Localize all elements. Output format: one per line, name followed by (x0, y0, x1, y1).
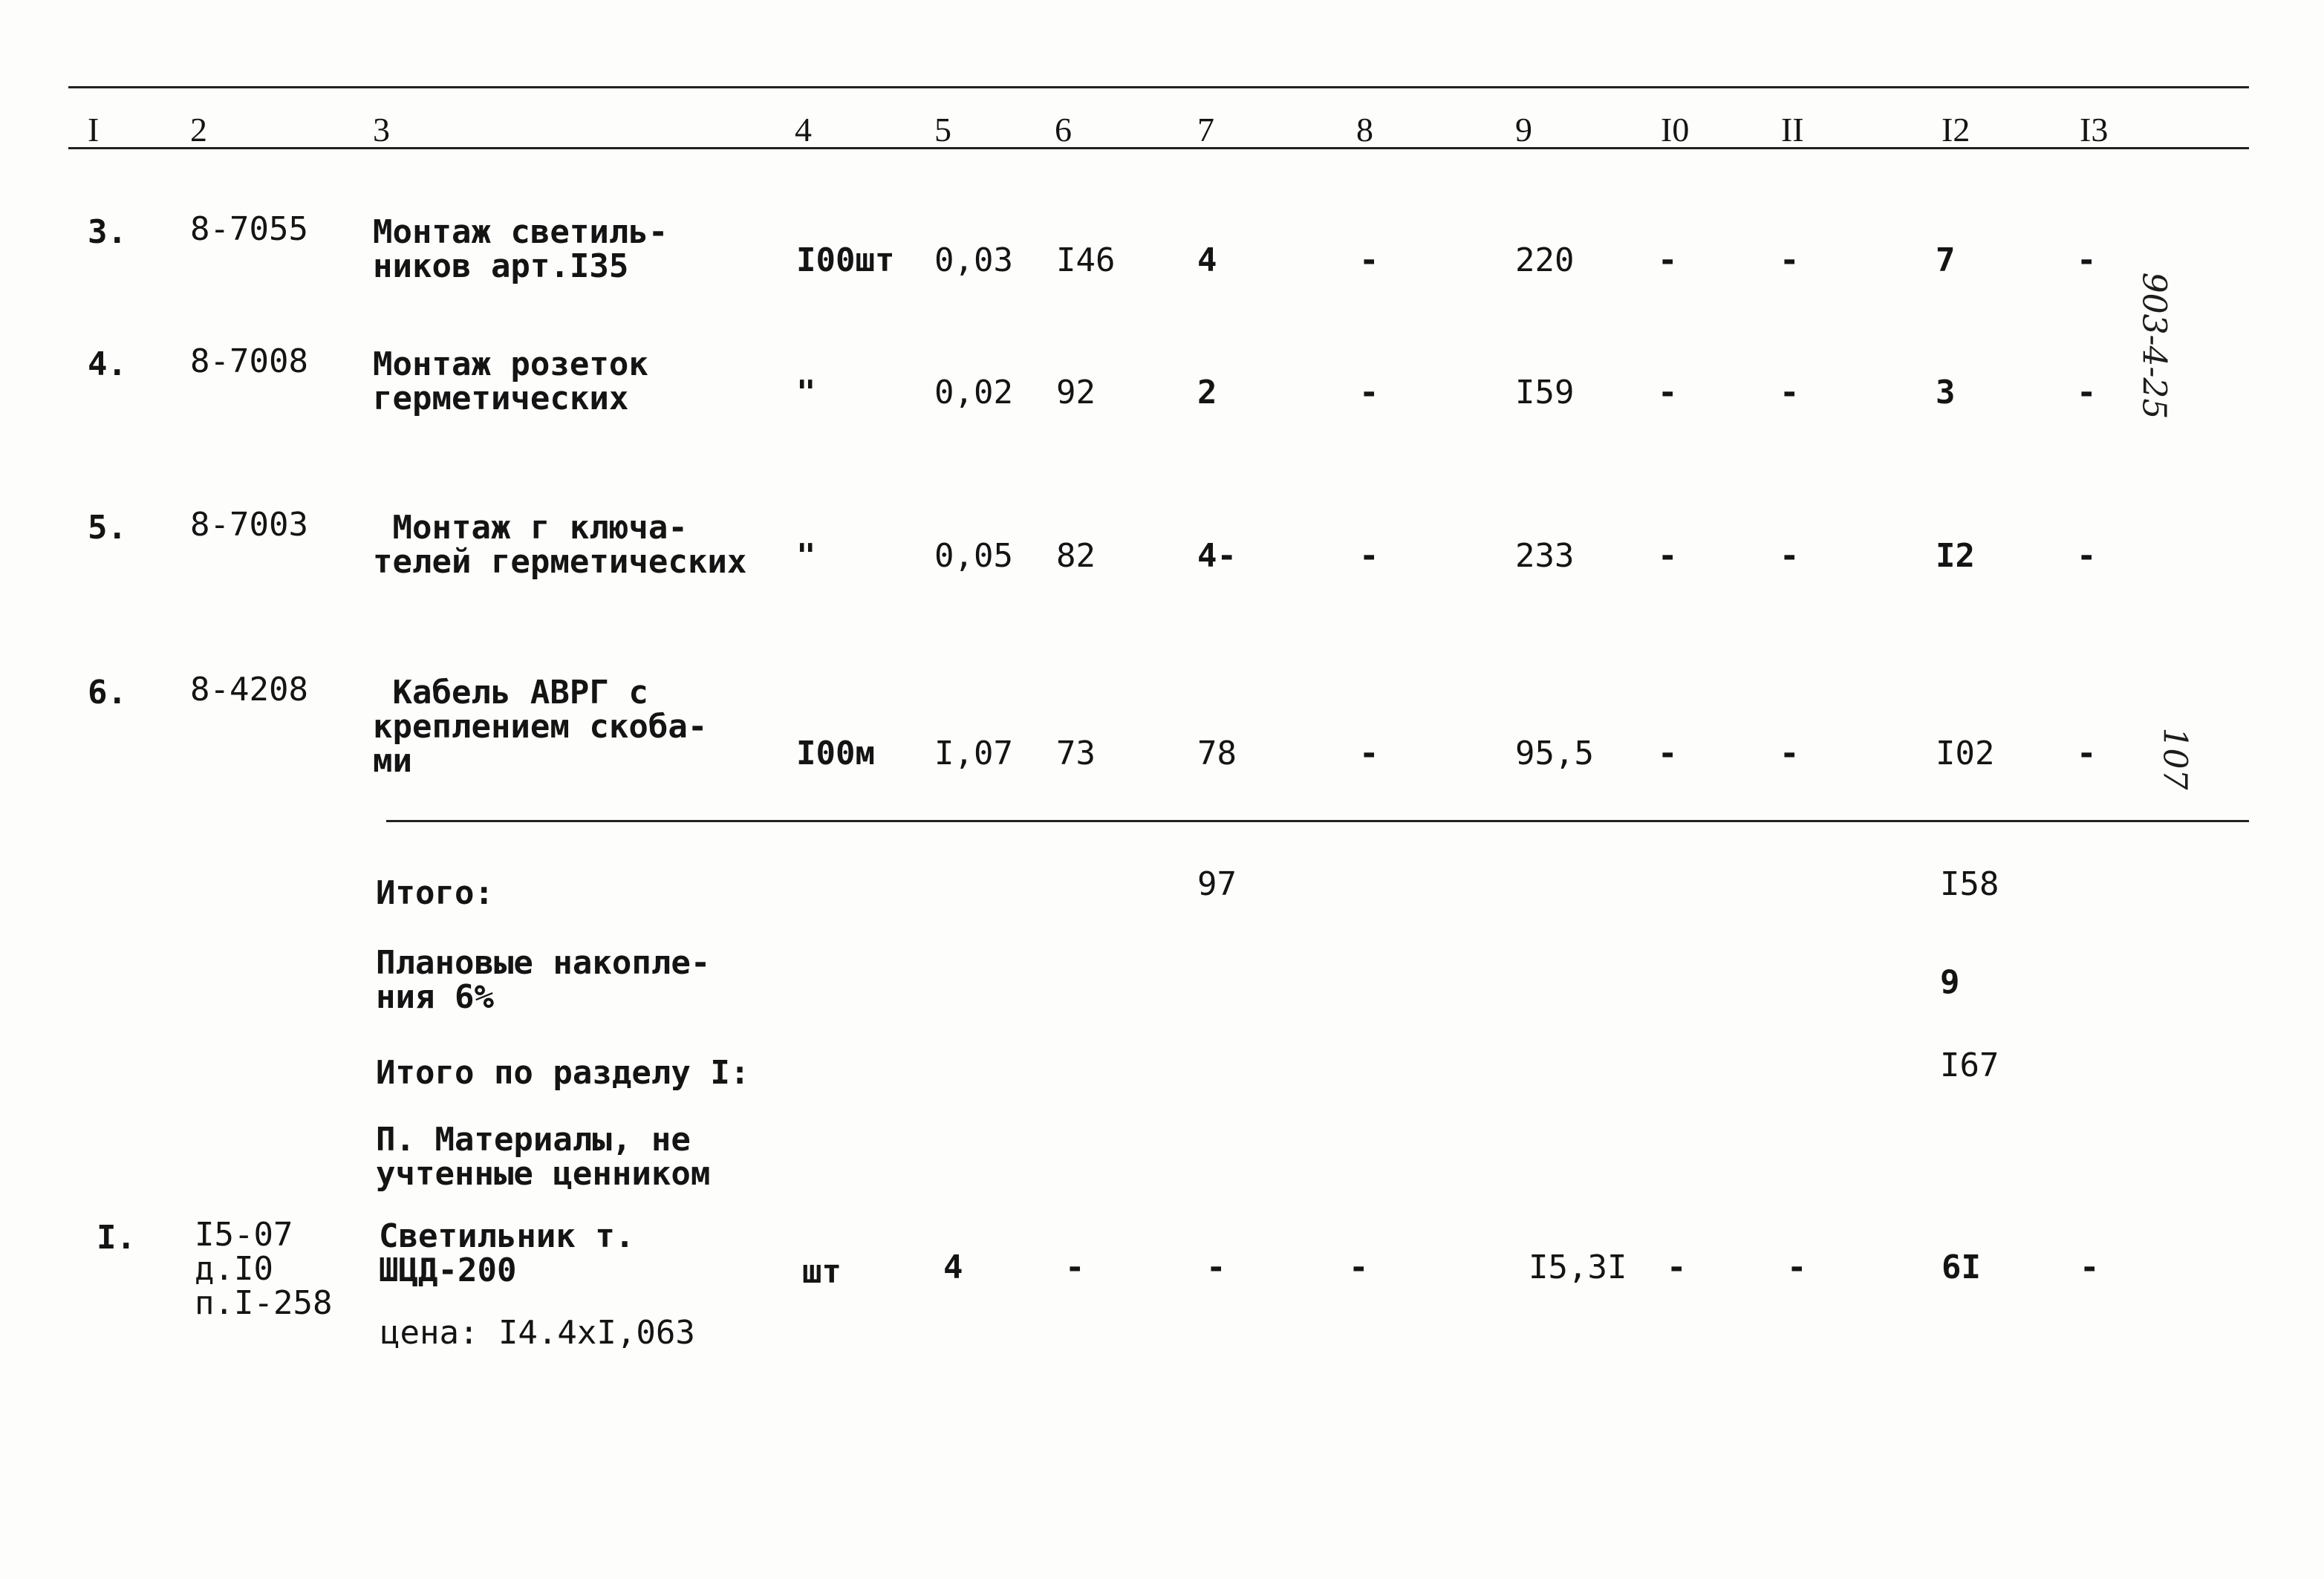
row-c8: - (1359, 537, 1379, 575)
row-qty: 0,05 (934, 537, 1013, 575)
row-code: 8-7003 (190, 506, 308, 544)
row-number: 5. (88, 509, 127, 547)
row-c12: 7 (1936, 241, 1956, 279)
row-c13: - (2080, 1248, 2100, 1286)
row-c7: 4 (1197, 241, 1217, 279)
row-unit: " (796, 537, 816, 575)
row-c12: I02 (1936, 735, 1995, 772)
row-c6: I46 (1056, 241, 1116, 279)
total-rule (386, 820, 2249, 822)
row-c8: - (1349, 1248, 1369, 1286)
row-c6: - (1065, 1248, 1085, 1286)
row-c11: - (1780, 374, 1800, 411)
row-c7: - (1206, 1248, 1226, 1286)
column-header: 3 (373, 111, 390, 149)
column-header: I (88, 111, 100, 149)
row-c8: - (1359, 374, 1379, 411)
row-name: Светильник т. ШЦД-200 (379, 1217, 635, 1290)
row-c8: - (1359, 735, 1379, 772)
row-qty: 0,02 (934, 374, 1013, 411)
row-code: 8-4208 (190, 671, 308, 709)
row-unit: " (796, 374, 816, 411)
handwritten-margin-code: 903-4-25 (2135, 272, 2173, 420)
section-total-label: Итого по разделу I: (376, 1054, 750, 1092)
row-number: 6. (88, 674, 127, 712)
row-c13: - (2077, 537, 2097, 575)
column-header: 6 (1055, 111, 1072, 149)
row-number: 4. (88, 345, 127, 383)
materials-heading: П. Материалы, не учтенные ценником (376, 1121, 711, 1194)
column-header: 2 (190, 111, 207, 149)
row-c11: - (1780, 735, 1800, 772)
row-c7: 2 (1197, 374, 1217, 411)
section-total-c12: I67 (1940, 1046, 1999, 1084)
row-c9: 233 (1515, 537, 1575, 575)
column-header: 9 (1515, 111, 1532, 149)
column-header: II (1781, 111, 1804, 149)
row-c6: 92 (1056, 374, 1096, 411)
column-header: 8 (1356, 111, 1373, 149)
row-unit: шт (802, 1253, 842, 1291)
row-qty: 0,03 (934, 241, 1013, 279)
column-header: 7 (1197, 111, 1214, 149)
plan-label: Плановые накопле- ния 6% (376, 944, 711, 1017)
handwritten-page-number: 107 (2155, 727, 2194, 790)
header-rule (68, 147, 2249, 149)
row-name: Монтаж г ключа- телей герметических (373, 509, 747, 582)
row-code: 8-7055 (190, 210, 308, 248)
row-c10: - (1658, 241, 1678, 279)
row-qty: I,07 (934, 735, 1013, 772)
itogo-c12: I58 (1940, 865, 1999, 903)
column-header: I0 (1661, 111, 1690, 149)
row-c9: I5,3I (1529, 1248, 1627, 1286)
row-c6: 82 (1056, 537, 1096, 575)
row-code: I5-07 д.I0 п.I-258 (195, 1216, 333, 1323)
row-c12: 6I (1941, 1248, 1981, 1286)
row-unit: I00шт (796, 241, 895, 279)
column-header: 4 (795, 111, 812, 149)
top-rule (68, 86, 2249, 88)
row-c13: - (2077, 374, 2097, 411)
row-c10: - (1667, 1248, 1687, 1286)
row-c12: I2 (1936, 537, 1975, 575)
column-header: I2 (1941, 111, 1970, 149)
column-header: 5 (934, 111, 951, 149)
row-c11: - (1780, 241, 1800, 279)
row-c10: - (1658, 374, 1678, 411)
row-c12: 3 (1936, 374, 1956, 411)
row-unit: I00м (796, 735, 875, 772)
row-name: Кабель АВРГ с креплением скоба- ми (373, 674, 708, 781)
row-c11: - (1787, 1248, 1807, 1286)
row-c9: 95,5 (1515, 735, 1594, 772)
row-c13: - (2077, 241, 2097, 279)
row-c13: - (2077, 735, 2097, 772)
row-c7: 4- (1197, 537, 1237, 575)
row-c11: - (1780, 537, 1800, 575)
itogo-c7: 97 (1197, 865, 1237, 903)
plan-c12: 9 (1940, 963, 1960, 1001)
row-c10: - (1658, 735, 1678, 772)
price-note: цена: I4.4хI,063 (380, 1314, 695, 1352)
row-c7: 78 (1197, 735, 1237, 772)
row-qty: 4 (943, 1248, 963, 1286)
row-name: Монтаж светиль- ников арт.I35 (373, 213, 668, 286)
column-header: I3 (2080, 111, 2109, 149)
row-c8: - (1359, 241, 1379, 279)
row-name: Монтаж розеток герметических (373, 345, 648, 418)
row-c9: I59 (1515, 374, 1575, 411)
row-c6: 73 (1056, 735, 1096, 772)
row-number: 3. (88, 213, 127, 251)
itogo-label: Итого: (376, 874, 494, 912)
row-c10: - (1658, 537, 1678, 575)
row-c9: 220 (1515, 241, 1575, 279)
row-code: 8-7008 (190, 342, 308, 380)
row-number: I. (97, 1219, 136, 1257)
